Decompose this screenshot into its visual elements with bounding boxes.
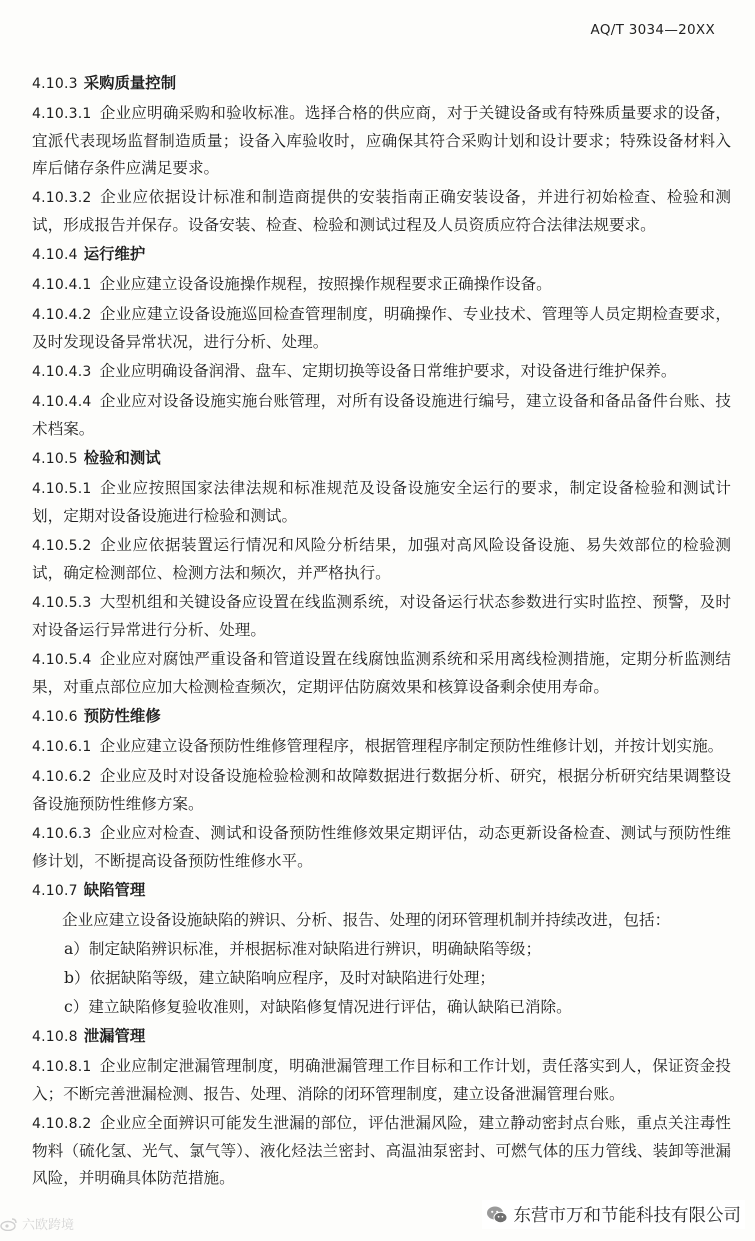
clause-number: 4.10.3.1 <box>32 106 92 122</box>
weibo-icon <box>0 1217 18 1231</box>
clause-paragraph <box>32 388 731 443</box>
clause-text: 企业应制定泄漏管理制度，明确泄漏管理工作目标和工作计划，责任落实到人，保证资金投入；不断完善泄漏检测、报告、处理、消除的闭环管理制度，建立设备泄漏管理台账。 <box>32 1057 731 1103</box>
section-title: 泄漏管理 <box>83 1027 146 1045</box>
watermark-text: 六欧跨境 <box>22 1218 75 1233</box>
clause-number: 4.10.6.3 <box>32 826 92 842</box>
clause-number: 4.10.6.1 <box>32 739 92 755</box>
clause-text: 企业应对腐蚀严重设备和管道设置在线腐蚀监测系统和采用离线检测措施，定期分析监测结果，对重点部位应加大检测检查频次，定期评估防腐效果和核算设备剩余使用寿命。 <box>32 650 731 696</box>
section-title: 采购质量控制 <box>83 74 177 92</box>
section-number: 4.10.3 <box>32 76 78 92</box>
clause-text: 企业应建立设备预防性维修管理程序，根据管理程序制定预防性维修计划，并按计划实施。 <box>99 737 724 755</box>
clause-number: 4.10.4.2 <box>32 307 92 323</box>
clause-number: 4.10.4.3 <box>32 364 92 380</box>
clause-number: 4.10.8.2 <box>32 1116 92 1132</box>
clause-number: 4.10.5.4 <box>32 652 92 668</box>
clause-paragraph <box>32 733 731 761</box>
clause-text: 企业应依据设计标准和制造商提供的安装指南正确安装设备，并进行初始检查、检验和测试，形成报告并保存。设备安装、检查、检验和测试过程及人员资质应符合法律法规要求。 <box>32 188 731 234</box>
section-heading <box>32 70 731 98</box>
section-number: 4.10.5 <box>32 451 78 467</box>
section-number: 4.10.7 <box>32 883 78 899</box>
clause-text: 企业应建立设备设施巡回检查管理制度，明确操作、专业技术、管理等人员定期检查要求，及时发现设备异常状况，进行分析、处理。 <box>32 305 731 351</box>
clause-paragraph <box>32 1053 731 1108</box>
clause-paragraph <box>32 820 731 875</box>
clause-text: 企业应明确设备润滑、盘车、定期切换等设备日常维护要求，对设备进行维护保养。 <box>99 362 677 380</box>
section-heading <box>32 703 731 731</box>
clause-paragraph <box>32 184 731 239</box>
section-number: 4.10.6 <box>32 709 78 725</box>
account-name: 东营市万和节能科技有限公司 <box>513 1206 741 1226</box>
wechat-icon <box>486 1205 508 1225</box>
standard-code: AQ/T 3034—20XX <box>590 22 715 38</box>
section-title: 运行维护 <box>83 245 146 263</box>
intro-paragraph: 企业应建立设备设施缺陷的辨识、分析、报告、处理的闭环管理机制并持续改进，包括： <box>62 911 671 929</box>
clause-number: 4.10.6.2 <box>32 769 92 785</box>
clause-paragraph <box>32 532 731 587</box>
clause-paragraph <box>32 646 731 701</box>
clause-text: 企业应全面辨识可能发生泄漏的部位，评估泄漏风险，建立静动密封点台账，重点关注毒性物料（硫化氢、光气、氯气等）、液化烃法兰密封、高温油泵密封、可燃气体的压力管线、装卸等泄漏风险，并明确具体防范措施。 <box>32 1114 731 1187</box>
clause-number: 4.10.4.4 <box>32 394 92 410</box>
section-title: 缺陷管理 <box>83 881 146 899</box>
clause-paragraph <box>32 100 731 182</box>
clause-text: 企业应对设备设施实施台账管理，对所有设备设施进行编号，建立设备和备品备件台账、技术档案。 <box>32 392 731 438</box>
clause-paragraph <box>32 475 731 530</box>
clause-text: 企业应依据装置运行情况和风险分析结果，加强对高风险设备设施、易失效部位的检验测试，确定检测部位、检测方法和频次，并严格执行。 <box>32 536 731 582</box>
clause-number: 4.10.4.1 <box>32 277 92 293</box>
clause-text: 企业应按照国家法律法规和标准规范及设备设施安全运行的要求，制定设备检验和测试计划，定期对设备设施进行检验和测试。 <box>32 479 731 525</box>
clause-text: 企业应及时对设备设施检验检测和故障数据进行数据分析、研究，根据分析研究结果调整设备设施预防性维修方案。 <box>32 767 731 813</box>
section-title: 检验和测试 <box>83 449 161 467</box>
list-item: a）制定缺陷辨识标准，并根据标准对缺陷进行辨识，明确缺陷等级； <box>64 940 542 958</box>
clause-paragraph <box>32 358 731 386</box>
clause-text: 企业应对检查、测试和设备预防性维修效果定期评估，动态更新设备检查、测试与预防性维修计划，不断提高设备预防性维修水平。 <box>32 824 731 870</box>
clause-paragraph <box>32 301 731 356</box>
clause-paragraph <box>32 271 731 299</box>
clause-text: 企业应明确采购和验收标准。选择合格的供应商，对于关键设备或有特殊质量要求的设备，宜派代表现场监督制造质量；设备入库验收时，应确保其符合采购计划和设计要求；特殊设备材料入库后储存条件应满足要求。 <box>32 104 731 177</box>
list-item: c）建立缺陷修复验收准则，对缺陷修复情况进行评估，确认缺陷已消除。 <box>64 998 572 1016</box>
section-heading <box>32 241 731 269</box>
section-title: 预防性维修 <box>83 707 161 725</box>
section-heading <box>32 1023 731 1051</box>
clause-paragraph <box>32 1110 731 1192</box>
clause-paragraph <box>32 589 731 644</box>
section-number: 4.10.4 <box>32 247 78 263</box>
list-item: b）依据缺陷等级，建立缺陷响应程序，及时对缺陷进行处理； <box>64 969 496 987</box>
clause-number: 4.10.8.1 <box>32 1059 92 1075</box>
clause-paragraph <box>32 763 731 818</box>
section-number: 4.10.8 <box>32 1029 78 1045</box>
clause-number: 4.10.5.2 <box>32 538 92 554</box>
clause-number: 4.10.5.1 <box>32 481 92 497</box>
clause-number: 4.10.3.2 <box>32 190 92 206</box>
clause-text: 大型机组和关键设备应设置在线监测系统，对设备运行状态参数进行实时监控、预警，及时对设备运行异常进行分析、处理。 <box>32 593 731 639</box>
clause-text: 企业应建立设备设施操作规程，按照操作规程要求正确操作设备。 <box>99 275 552 293</box>
clause-number: 4.10.5.3 <box>32 595 92 611</box>
section-heading <box>32 445 731 473</box>
document-body <box>32 70 731 1194</box>
watermark-left <box>0 1214 74 1233</box>
account-signature <box>482 1200 746 1229</box>
section-heading <box>32 877 731 905</box>
